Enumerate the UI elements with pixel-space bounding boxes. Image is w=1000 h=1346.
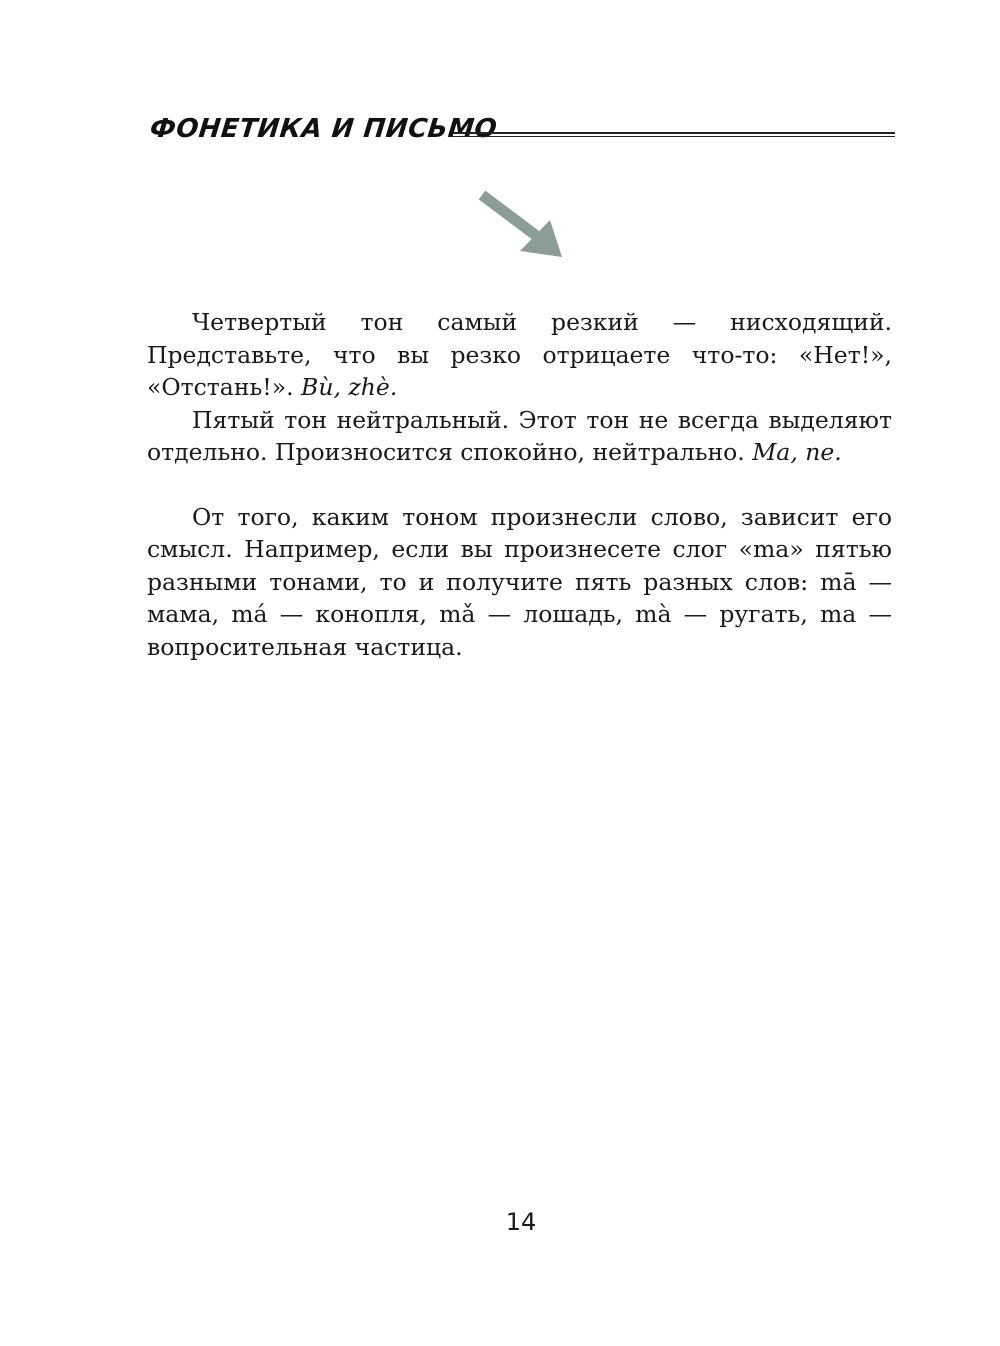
section-header	[150, 112, 895, 152]
paragraph-fifth-tone	[147, 404, 892, 469]
body-text	[147, 306, 892, 663]
page-number: 14	[505, 1208, 537, 1236]
header-rule-thin	[452, 136, 895, 137]
paragraph-text: От того, каким тоном произнесли слово, зависит его смысл. Например, если вы произнесете слог «ma» пятью разными тонами, то и получите пять разных слов: mā — мама, má — конопля, mǎ — лошадь, mà — ругать, ma — вопросительная частица.	[147, 502, 892, 661]
section-title: ФОНЕТИКА И ПИСЬМО	[148, 114, 499, 144]
header-rule	[452, 132, 895, 134]
arrow-down-right-icon	[472, 185, 572, 270]
paragraph-text: Пятый тон нейтральный. Этот тон не всегда выделяют отдельно. Произносится спокойно, нейтрально.	[147, 405, 892, 466]
paragraph-text: Четвертый тон самый резкий — нисходящий. Представьте, что вы резко отрицаете что-то: «Нет!», «Отстань!».	[147, 308, 892, 401]
paragraph-fourth-tone	[147, 306, 892, 404]
paragraph-tone-meaning	[147, 501, 892, 664]
paragraph-example: Bù, zhè.	[301, 373, 398, 401]
paragraph-example: Ma, ne.	[752, 438, 842, 466]
